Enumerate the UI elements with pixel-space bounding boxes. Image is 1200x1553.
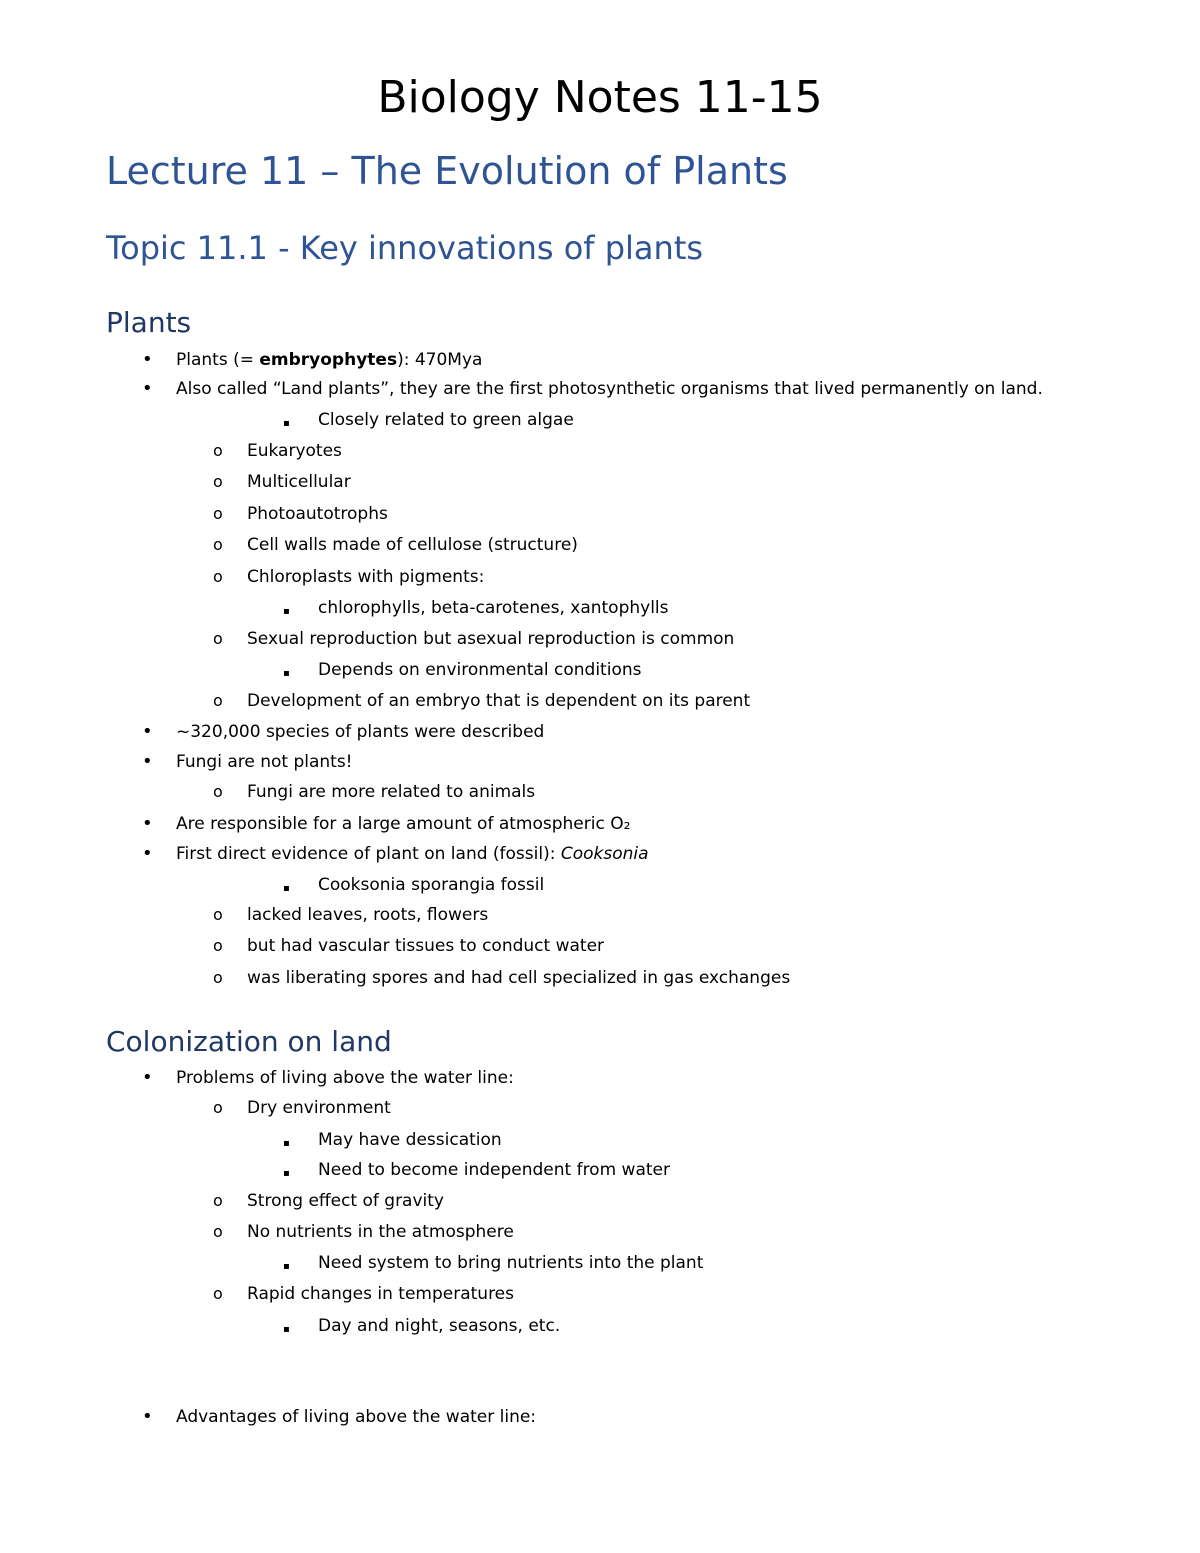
list-item xyxy=(247,566,484,588)
bullet-icon: • xyxy=(142,721,153,742)
list-item xyxy=(176,843,649,865)
square-bullet-icon: ▪ xyxy=(283,1138,290,1149)
bullet-icon: • xyxy=(142,1067,153,1088)
list-item xyxy=(247,471,351,493)
list-item-text: No nutrients in the atmosphere xyxy=(247,1222,514,1242)
list-item-text: was liberating spores and had cell specialized in gas exchanges xyxy=(247,968,791,988)
list-item xyxy=(247,534,578,556)
circle-bullet-icon: o xyxy=(213,1191,223,1210)
list-item xyxy=(318,1315,560,1337)
circle-bullet-icon: o xyxy=(213,472,223,491)
bullet-icon: • xyxy=(142,843,153,864)
list-item-text: Development of an embryo that is dependent on its parent xyxy=(247,691,751,711)
list-item-text: Multicellular xyxy=(247,472,351,492)
list-item xyxy=(318,597,669,619)
list-item-text: Cooksonia xyxy=(560,844,649,864)
list-item-text: Problems of living above the water line: xyxy=(176,1068,514,1088)
list-item xyxy=(176,1406,536,1428)
list-item-text: Eukaryotes xyxy=(247,441,342,461)
list-item-text: Chloroplasts with pigments: xyxy=(247,567,485,587)
lecture-heading: Lecture 11 – The Evolution of Plants xyxy=(106,149,788,193)
list-item-text: Depends on environmental conditions xyxy=(318,660,642,680)
list-item xyxy=(318,1252,703,1274)
list-item-text: Plants (= xyxy=(176,350,260,370)
list-item xyxy=(318,409,574,431)
list-item xyxy=(247,1190,444,1212)
list-item xyxy=(247,440,342,462)
list-item xyxy=(318,874,544,896)
list-item xyxy=(247,690,750,712)
list-item-text: Fungi are not plants! xyxy=(176,752,353,772)
circle-bullet-icon: o xyxy=(213,504,223,523)
circle-bullet-icon: o xyxy=(213,936,223,955)
list-item-text: Advantages of living above the water line: xyxy=(176,1407,537,1427)
circle-bullet-icon: o xyxy=(213,629,223,648)
square-bullet-icon: ▪ xyxy=(283,1324,290,1335)
list-item xyxy=(247,503,388,525)
circle-bullet-icon: o xyxy=(213,968,223,987)
square-bullet-icon: ▪ xyxy=(283,418,290,429)
list-item xyxy=(318,1129,502,1151)
list-item-text: Are responsible for a large amount of atmospheric O₂ xyxy=(176,814,631,834)
circle-bullet-icon: o xyxy=(213,567,223,586)
list-item xyxy=(176,349,482,371)
section-heading: Colonization on land xyxy=(106,1025,392,1058)
bullet-icon: • xyxy=(142,813,153,834)
list-item xyxy=(176,1067,514,1089)
list-item-text: Cell walls made of cellulose (structure) xyxy=(247,535,578,555)
list-item xyxy=(247,904,488,926)
list-item-text: Cooksonia sporangia fossil xyxy=(318,875,545,895)
circle-bullet-icon: o xyxy=(213,441,223,460)
topic-heading: Topic 11.1 - Key innovations of plants xyxy=(106,229,704,267)
list-item-text: Need system to bring nutrients into the plant xyxy=(318,1253,704,1273)
bullet-icon: • xyxy=(142,1406,153,1427)
bullet-icon: • xyxy=(142,349,153,370)
list-item-text: ): 470Mya xyxy=(397,350,483,370)
list-item-text: ~320,000 species of plants were described xyxy=(176,722,545,742)
list-item xyxy=(247,1097,391,1119)
list-item xyxy=(318,1159,670,1181)
list-item-text: embryophytes xyxy=(259,350,398,370)
square-bullet-icon: ▪ xyxy=(283,606,290,617)
list-item xyxy=(247,1283,514,1305)
circle-bullet-icon: o xyxy=(213,535,223,554)
list-item xyxy=(176,751,353,773)
circle-bullet-icon: o xyxy=(213,691,223,710)
list-item xyxy=(247,1221,514,1243)
circle-bullet-icon: o xyxy=(213,1098,223,1117)
section-heading: Plants xyxy=(106,306,192,339)
list-item xyxy=(247,967,790,989)
bullet-icon: • xyxy=(142,751,153,772)
list-item xyxy=(247,935,604,957)
list-item-text: Closely related to green algae xyxy=(318,410,574,430)
list-item-text: First direct evidence of plant on land (fossil): xyxy=(176,844,561,864)
bullet-icon: • xyxy=(142,378,153,399)
list-item-text: Strong effect of gravity xyxy=(247,1191,444,1211)
list-item-text: Photoautotrophs xyxy=(247,504,388,524)
square-bullet-icon: ▪ xyxy=(283,668,290,679)
circle-bullet-icon: o xyxy=(213,905,223,924)
list-item-text: Fungi are more related to animals xyxy=(247,782,536,802)
list-item-text: May have dessication xyxy=(318,1130,502,1150)
list-item-text: lacked leaves, roots, flowers xyxy=(247,905,489,925)
list-item xyxy=(318,659,641,681)
list-item xyxy=(176,721,544,743)
circle-bullet-icon: o xyxy=(213,1222,223,1241)
square-bullet-icon: ▪ xyxy=(283,883,290,894)
list-item-text: Need to become independent from water xyxy=(318,1160,670,1180)
list-item-text: Sexual reproduction but asexual reproduction is common xyxy=(247,629,735,649)
square-bullet-icon: ▪ xyxy=(283,1261,290,1272)
list-item-text: Rapid changes in temperatures xyxy=(247,1284,515,1304)
list-item xyxy=(176,378,1043,400)
list-item xyxy=(247,781,535,803)
list-item xyxy=(247,628,734,650)
document-title: Biology Notes 11-15 xyxy=(377,72,823,123)
square-bullet-icon: ▪ xyxy=(283,1168,290,1179)
circle-bullet-icon: o xyxy=(213,1284,223,1303)
list-item-text: Dry environment xyxy=(247,1098,391,1118)
list-item-text: Day and night, seasons, etc. xyxy=(318,1316,561,1336)
circle-bullet-icon: o xyxy=(213,782,223,801)
list-item xyxy=(176,813,630,835)
list-item-text: chlorophylls, beta-carotenes, xantophylls xyxy=(318,598,669,618)
list-item-text: Also called “Land plants”, they are the first photosynthetic organisms that lived permanently on land. xyxy=(176,379,1043,399)
list-item-text: but had vascular tissues to conduct water xyxy=(247,936,605,956)
